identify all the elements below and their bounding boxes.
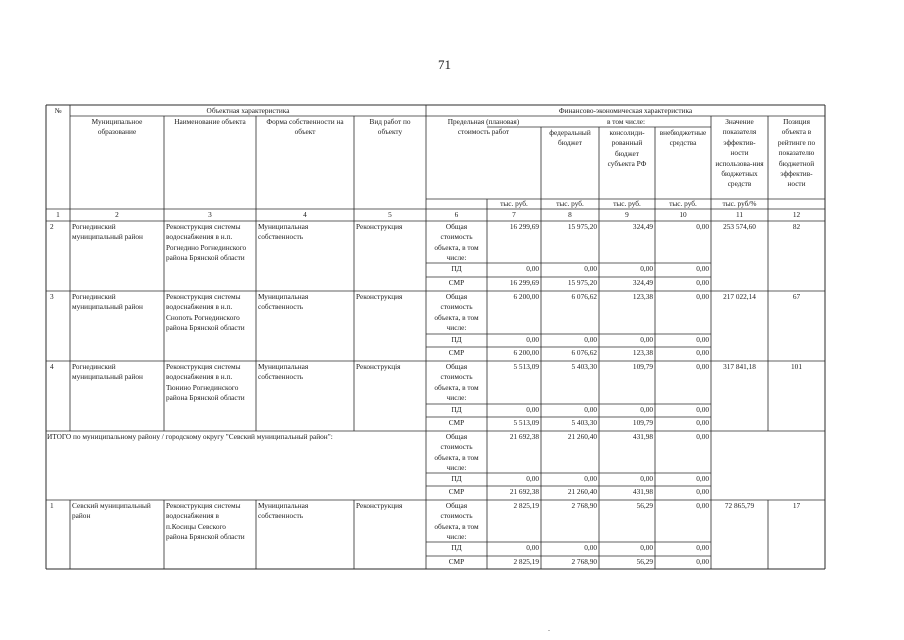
row-3-total-extra: 0,00 xyxy=(696,362,709,371)
row-last-total-label: Общая стоимость объекта, в том числе: xyxy=(434,501,479,542)
row-3-work-type: Реконструкція xyxy=(356,362,401,371)
row-2-rank: 67 xyxy=(792,292,801,301)
row-1-smr-consolidated: 324,49 xyxy=(632,278,653,287)
row-3-total-label: Общая стоимость объекта, в том числе: xyxy=(434,362,479,403)
row-3-total-federal: 5 403,30 xyxy=(571,362,597,371)
page-number: 71 xyxy=(438,57,451,72)
row-1-smr-extra: 0,00 xyxy=(696,278,709,287)
row-last-smr-extra: 0,00 xyxy=(696,557,709,566)
row-itogo-pd-extra: 0,00 xyxy=(696,474,709,483)
row-1-efficiency: 253 574,60 xyxy=(723,222,756,231)
row-last-total-extra: 0,00 xyxy=(696,501,709,510)
row-1-rank: 82 xyxy=(792,222,801,231)
header-finance-characteristics: Финансово-экономическая характеристика xyxy=(558,106,693,115)
row-1-pd-cost: 0,00 xyxy=(526,264,539,273)
column-number-12: 12 xyxy=(792,210,801,219)
row-2-smr-extra: 0,00 xyxy=(696,348,709,357)
row-itogo-total-consolidated: 431,98 xyxy=(632,432,653,441)
row-2-work-type: Реконструкция xyxy=(356,292,403,301)
row-3-smr-cost: 5 513,09 xyxy=(513,418,539,427)
header-object-name: Наименование объекта xyxy=(174,117,246,126)
row-1-object-name: Реконструкция системы водоснабжения в н.п. Рогнедино Рогнединского района Брянской области xyxy=(166,222,247,263)
row-last-smr-cost: 2 825,19 xyxy=(513,557,539,566)
row-3-num: 4 xyxy=(50,362,54,371)
column-number-2: 2 xyxy=(115,210,119,219)
row-2-pd-consolidated: 0,00 xyxy=(640,335,653,344)
column-number-4: 4 xyxy=(303,210,307,219)
unit-cost: тыс. руб. xyxy=(500,199,528,208)
column-number-6: 6 xyxy=(454,210,459,219)
row-last-smr-federal: 2 768,90 xyxy=(571,557,597,566)
row-2-smr-consolidated: 123,38 xyxy=(632,348,653,357)
row-last-num: 1 xyxy=(50,501,54,510)
row-3-pd-extra: 0,00 xyxy=(696,405,709,414)
row-2-total-consolidated: 123,38 xyxy=(632,292,653,301)
row-itogo-smr-consolidated: 431,98 xyxy=(632,487,653,496)
row-last-smr-consolidated: 56,29 xyxy=(636,557,653,566)
row-2-pd-federal: 0,00 xyxy=(584,335,597,344)
row-itogo-smr-label: СМР xyxy=(448,487,465,496)
row-1-smr-cost: 16 299,69 xyxy=(509,278,539,287)
row-2-total-extra: 0,00 xyxy=(696,292,709,301)
scan-mark xyxy=(548,630,550,631)
header-consolidated-budget: консолиди- рованный бюджет субъекта РФ xyxy=(607,128,647,169)
row-2-efficiency: 217 022,14 xyxy=(723,292,756,301)
row-2-municipality: Рогнединский муниципальный район xyxy=(72,292,143,312)
row-2-pd-label: ПД xyxy=(451,335,462,344)
row-last-total-consolidated: 56,29 xyxy=(636,501,653,510)
row-3-smr-extra: 0,00 xyxy=(696,418,709,427)
unit-efficiency: тыс. руб/% xyxy=(722,199,757,208)
row-2-ownership: Муниципальная собственность xyxy=(258,292,309,312)
row-1-pd-consolidated: 0,00 xyxy=(640,264,653,273)
header-rank: Позиция объекта в рейтинге по показателю бюджетной эффектив- ности xyxy=(777,117,816,189)
row-3-smr-federal: 5 403,30 xyxy=(571,418,597,427)
row-last-total-cost: 2 825,19 xyxy=(513,501,539,510)
row-last-pd-federal: 0,00 xyxy=(584,543,597,552)
row-3-municipality: Рогнединский муниципальный район xyxy=(72,362,143,382)
header-municipality: Муниципальное образование xyxy=(91,117,143,137)
row-2-smr-federal: 6 076,62 xyxy=(571,348,597,357)
row-1-pd-federal: 0,00 xyxy=(584,264,597,273)
row-last-pd-consolidated: 0,00 xyxy=(640,543,653,552)
header-work-type: Вид работ по объекту xyxy=(369,117,411,137)
row-last-object-name: Реконструкция системы водоснабжения в п.Косицы Севского района Брянской области xyxy=(166,501,245,542)
row-1-total-extra: 0,00 xyxy=(696,222,709,231)
row-2-smr-cost: 6 200,00 xyxy=(513,348,539,357)
header-extra-budget: внебюджетные средства xyxy=(659,128,707,148)
column-number-7: 7 xyxy=(512,210,516,219)
row-last-efficiency: 72 865,79 xyxy=(724,501,755,510)
column-number-11: 11 xyxy=(735,210,744,219)
row-2-total-federal: 6 076,62 xyxy=(571,292,597,301)
row-itogo-smr-extra: 0,00 xyxy=(696,487,709,496)
row-3-ownership: Муниципальная собственность xyxy=(258,362,309,382)
row-2-num: 3 xyxy=(50,292,54,301)
row-last-ownership: Муниципальная собственность xyxy=(258,501,309,521)
row-1-pd-label: ПД xyxy=(451,264,462,273)
column-number-1: 1 xyxy=(56,210,60,219)
row-3-total-cost: 5 513,09 xyxy=(513,362,539,371)
row-3-smr-consolidated: 109,79 xyxy=(632,418,653,427)
row-itogo-pd-cost: 0,00 xyxy=(526,474,539,483)
row-2-total-label: Общая стоимость объекта, в том числе: xyxy=(434,292,479,333)
column-number-10: 10 xyxy=(679,210,687,219)
row-1-work-type: Реконструкция xyxy=(356,222,403,231)
row-itogo-total-federal: 21 260,40 xyxy=(567,432,597,441)
header-num: № xyxy=(54,106,62,115)
row-itogo-total-cost: 21 692,38 xyxy=(509,432,539,441)
header-planned-cost: Предельная (плановая) стоимость работ xyxy=(447,117,520,137)
row-3-pd-label: ПД xyxy=(451,405,462,414)
row-2-smr-label: СМР xyxy=(448,348,465,357)
row-3-total-consolidated: 109,79 xyxy=(632,362,653,371)
column-number-8: 8 xyxy=(568,210,572,219)
row-itogo-smr-federal: 21 260,40 xyxy=(567,487,597,496)
row-1-ownership: Муниципальная собственность xyxy=(258,222,309,242)
column-number-5: 5 xyxy=(388,210,392,219)
row-1-total-label: Общая стоимость объекта, в том числе: xyxy=(434,222,479,263)
row-1-num: 2 xyxy=(50,222,54,231)
row-2-pd-extra: 0,00 xyxy=(696,335,709,344)
row-itogo-total-label: Общая стоимость объекта, в том числе: xyxy=(434,432,479,473)
unit-extra: тыс. руб. xyxy=(669,199,697,208)
row-2-pd-cost: 0,00 xyxy=(526,335,539,344)
column-number-3: 3 xyxy=(208,210,212,219)
row-itogo-smr-cost: 21 692,38 xyxy=(509,487,539,496)
row-3-pd-cost: 0,00 xyxy=(526,405,539,414)
row-3-object-name: Реконструкция системы водоснабжения в н.п. Тюнино Рогнединского района Брянской области xyxy=(166,362,245,403)
row-itogo-pd-label: ПД xyxy=(451,474,462,483)
row-last-pd-label: ПД xyxy=(451,543,462,552)
unit-consolidated: тыс. руб. xyxy=(613,199,641,208)
row-3-rank: 101 xyxy=(791,362,802,371)
row-3-efficiency: 317 841,18 xyxy=(723,362,756,371)
row-1-smr-label: СМР xyxy=(448,278,465,287)
itogo-label: ИТОГО по муниципальному району / городскому округу "Севский муниципальный район": xyxy=(47,432,333,441)
row-itogo-total-extra: 0,00 xyxy=(696,432,709,441)
row-3-smr-label: СМР xyxy=(448,418,465,427)
header-ownership: Форма собственности на объект xyxy=(266,117,344,137)
row-2-total-cost: 6 200,00 xyxy=(513,292,539,301)
header-efficiency: Значение показателя эффектив- ности использова-ния бюджетных средств xyxy=(715,117,764,189)
row-last-work-type: Реконструкция xyxy=(356,501,403,510)
row-itogo-pd-consolidated: 0,00 xyxy=(640,474,653,483)
row-1-total-federal: 15 975,20 xyxy=(567,222,597,231)
column-number-9: 9 xyxy=(625,210,629,219)
row-2-object-name: Реконструкция системы водоснабжения в н.п. Снопоть Рогнединского района Брянской области xyxy=(166,292,245,333)
unit-federal: тыс. руб. xyxy=(556,199,584,208)
row-1-municipality: Рогнединский муниципальный район xyxy=(72,222,143,242)
row-last-municipality: Севский муниципальный район xyxy=(72,501,151,521)
row-3-pd-federal: 0,00 xyxy=(584,405,597,414)
row-1-pd-extra: 0,00 xyxy=(696,264,709,273)
row-last-rank: 17 xyxy=(792,501,801,510)
row-1-total-cost: 16 299,69 xyxy=(509,222,539,231)
row-itogo-pd-federal: 0,00 xyxy=(584,474,597,483)
row-1-total-consolidated: 324,49 xyxy=(632,222,653,231)
row-1-smr-federal: 15 975,20 xyxy=(567,278,597,287)
header-federal-budget: федеральный бюджет xyxy=(549,128,591,148)
header-object-characteristics: Объектная характеристика xyxy=(206,106,290,115)
row-last-pd-cost: 0,00 xyxy=(526,543,539,552)
row-last-pd-extra: 0,00 xyxy=(696,543,709,552)
row-3-pd-consolidated: 0,00 xyxy=(640,405,653,414)
header-including: в том числе: xyxy=(606,117,646,126)
row-last-smr-label: СМР xyxy=(448,557,465,566)
row-last-total-federal: 2 768,90 xyxy=(571,501,597,510)
